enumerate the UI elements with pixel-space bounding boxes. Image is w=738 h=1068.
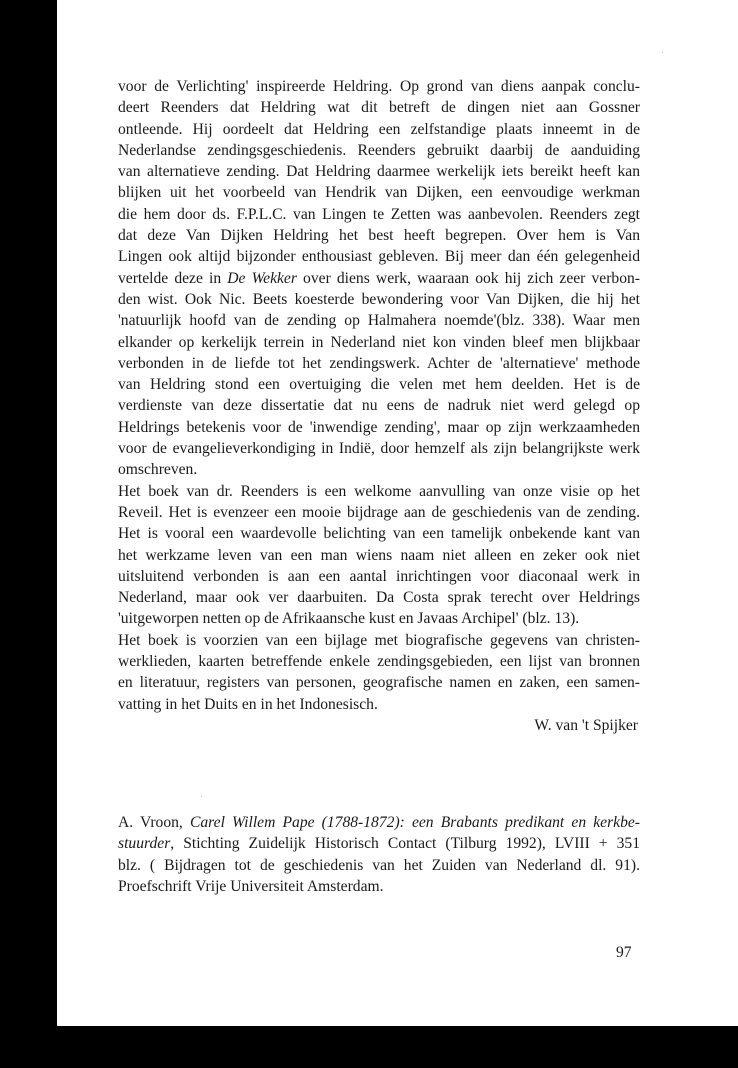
text-line: omschreven. xyxy=(118,461,198,479)
paragraph-3 xyxy=(118,630,640,715)
text-line: Nederlandse zendingsgeschiedenis. Reenders gebruikt daarbij de aanduiding xyxy=(118,141,640,159)
scan-speck xyxy=(662,52,663,53)
publication-details: , Stichting Zuidelijk Historisch Contact (Tilburg 1992), LVIII + 351 xyxy=(170,835,640,853)
text-line: Het boek is voorzien van een bijlage met biografische gegevens van christen- xyxy=(118,631,640,649)
text-line: Het is vooral een waardevolle belichting van een tamelijk onbekende kant van xyxy=(118,525,640,543)
text-line: en literatuur, registers van personen, geografische namen en zaken, een samen- xyxy=(118,674,640,692)
text-line: deert Reenders dat Heldring wat dit betreft de dingen niet aan Gossner xyxy=(118,99,640,117)
text-line: ontleende. Hij oordeelt dat Heldring een zelfstandige plaats inneemt in de xyxy=(118,120,640,138)
text-line: verbonden in de liefde tot het zendingswerk. Achter de 'alternatieve' methode xyxy=(118,354,640,372)
text-line: Heldrings betekenis voor de 'inwendige zending', maar op zijn werkzaamheden xyxy=(118,418,640,436)
text-line: voor de evangelieverkondiging in Indië, door hemzelf als zijn belangrijkste werk xyxy=(118,440,640,458)
text-line xyxy=(118,268,640,289)
text-line: die hem door ds. F.P.L.C. van Lingen te Zetten was aanbevolen. Reenders zegt xyxy=(118,205,640,223)
review-body xyxy=(118,76,640,736)
text-line: vatting in het Duits en in het Indonesisch. xyxy=(118,695,378,713)
text-line: blz. ( Bijdragen tot de geschiedenis van het Zuiden van Nederland dl. 91). xyxy=(118,856,640,874)
paragraph-1 xyxy=(118,76,640,481)
text-line: elkander op kerkelijk terrein in Nederland niet kon vinden bleef men blijkbaar xyxy=(118,333,640,351)
text-line: dat deze Van Dijken Heldring het best heeft begrepen. Over hem is Van xyxy=(118,227,640,245)
scan-left-edge xyxy=(0,0,57,1068)
text-run: over diens werk, waaraan ook hij zich zeer verbon- xyxy=(296,269,640,287)
book-title: stuurder xyxy=(118,835,171,853)
text-run: vertelde deze in xyxy=(118,269,228,287)
text-line: verdienste van deze dissertatie dat nu eens de nadruk niet werd gelegd op xyxy=(118,397,640,415)
text-line xyxy=(118,812,640,833)
text-line: van alternatieve zending. Dat Heldring daarmee werkelijk iets bereikt heeft kan xyxy=(118,163,640,181)
reviewer-signature: W. van 't Spijker xyxy=(534,716,638,734)
text-line: voor de Verlichting' inspireerde Heldring. Op grond van diens aanpak conclu- xyxy=(118,78,640,95)
text-line: uitsluitend verbonden is aan een aantal inrichtingen voor diaconaal werk in xyxy=(118,567,640,585)
paragraph-2 xyxy=(118,481,640,630)
text-line: Het boek van dr. Reenders is een welkome aanvulling van onze visie op het xyxy=(118,482,640,500)
text-line: van Heldring stond een overtuiging die velen met hem deelden. Het is de xyxy=(118,376,640,394)
book-title: Carel Willem Pape (1788-1872): een Brabants predikant en kerkbe- xyxy=(189,814,640,831)
text-line: 'natuurlijk hoofd van de zending op Halmahera noemde'(blz. 338). Waar men xyxy=(118,312,640,330)
next-review-citation xyxy=(118,812,640,897)
text-line: werklieden, kaarten betreffende enkele zendingsgebieden, een lijst van bronnen xyxy=(118,653,640,671)
text-line xyxy=(118,833,640,854)
text-line: den wist. Ook Nic. Beets koesterde bewondering voor Van Dijken, die hij het xyxy=(118,290,640,308)
scan-speck xyxy=(201,796,202,797)
scan-bottom-edge xyxy=(0,1026,738,1068)
book-author: A. Vroon, xyxy=(118,814,190,831)
text-line: Reveil. Het is evenzeer een mooie bijdrage aan de geschiedenis van de zending. xyxy=(118,503,640,521)
text-line: blijken uit het voorbeeld van Hendrik van Dijken, een eenvoudige werkman xyxy=(118,184,640,202)
text-line: Nederland, maar ook ver daarbuiten. Da Costa sprak terecht over Heldrings xyxy=(118,589,640,607)
text-line: Lingen ook altijd bijzonder enthousiast gebleven. Bij meer dan één gelegenheid xyxy=(118,248,640,266)
text-line: 'uitgeworpen netten op de Afrikaansche kust en Javaas Archipel' (blz. 13). xyxy=(118,610,580,628)
text-line: Proefschrift Vrije Universiteit Amsterdam. xyxy=(118,877,384,895)
page-number: 97 xyxy=(616,944,632,961)
italic-title: De Wekker xyxy=(227,269,297,287)
text-line: het werkzame leven van een man wiens naam niet alleen en zeker ook niet xyxy=(118,546,640,564)
